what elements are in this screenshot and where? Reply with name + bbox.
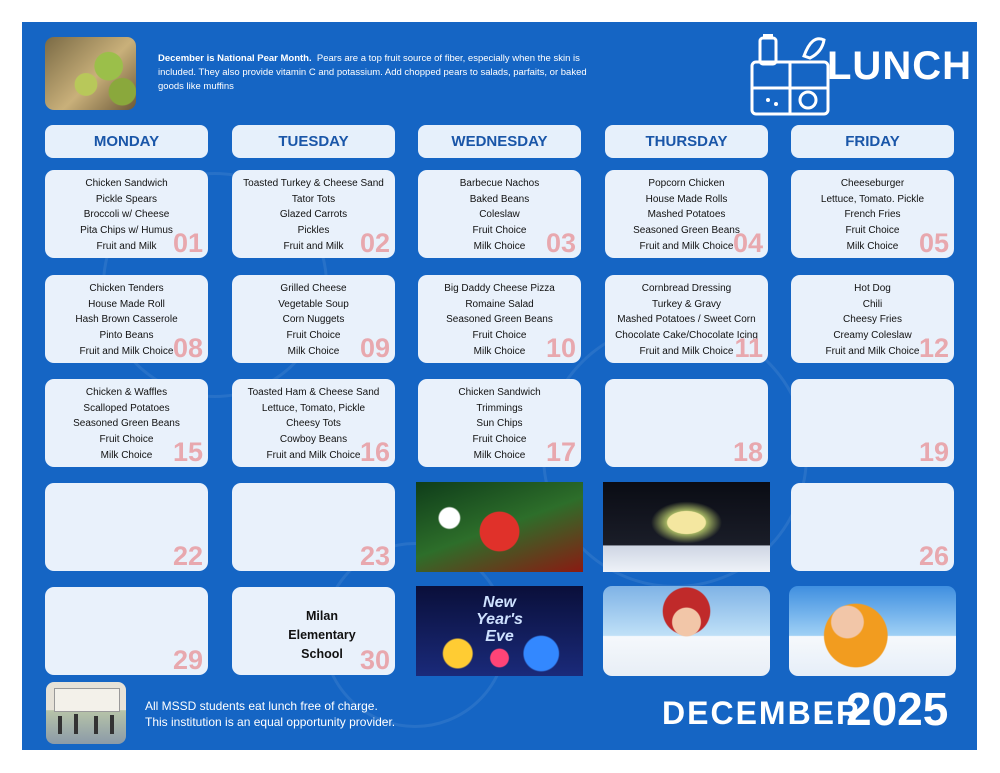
day-cell xyxy=(418,275,581,363)
day-cell xyxy=(791,379,954,467)
menu-item: Fruit and Milk Choice xyxy=(639,240,734,252)
menu-item: Turkey & Gravy xyxy=(651,298,722,310)
menu-item: Chili xyxy=(862,298,883,310)
menu-item: Fruit and Milk Choice xyxy=(266,449,361,461)
date-number: 19 xyxy=(918,437,949,467)
intro-heading: December is National Pear Month. xyxy=(158,53,312,64)
menu-item: Toasted Ham & Cheese Sand xyxy=(247,387,380,398)
menu-item: French Fries xyxy=(844,209,901,221)
school-photo xyxy=(46,682,126,744)
menu-item: Hash Brown Casserole xyxy=(75,314,178,326)
menu-item: Toasted Turkey & Cheese Sand xyxy=(243,178,384,189)
date-number: 10 xyxy=(545,333,576,363)
school-name-line: School xyxy=(301,647,343,661)
menu-item: Romaine Salad xyxy=(465,298,534,310)
date-number: 11 xyxy=(734,333,763,363)
menu-item: Grilled Cheese xyxy=(280,283,347,294)
menu-item: Fruit Choice xyxy=(286,330,341,342)
day-cell xyxy=(605,275,768,363)
footer-line-1: All MSSD students eat lunch free of charge. xyxy=(145,699,378,713)
day-cell xyxy=(791,483,954,571)
date-number: 15 xyxy=(172,437,203,467)
menu-item: Fruit Choice xyxy=(472,225,527,237)
holiday-picture-kid1 xyxy=(603,586,770,676)
date-number: 16 xyxy=(359,437,390,467)
intro-body: Pears are a top fruit source of fiber, especially when the skin is included. They also provide vitamin C and potassium. Add chopped pears to salads, parfaits, or baked goods like muffins xyxy=(158,53,587,92)
day-header-friday: FRIDAY xyxy=(791,125,954,158)
menu-item: Pickle Spears xyxy=(95,193,158,205)
menu-item: Mashed Potatoes xyxy=(647,209,726,221)
menu-item: Lettuce, Tomato, Pickle xyxy=(261,402,366,414)
menu-item: House Made Roll xyxy=(88,298,165,310)
menu-item: Lettuce, Tomato. Pickle xyxy=(820,193,925,205)
day-cell xyxy=(45,275,208,363)
date-number: 30 xyxy=(359,645,390,675)
menu-item: Cowboy Beans xyxy=(279,434,348,446)
day-header-wednesday: WEDNESDAY xyxy=(418,125,581,158)
menu-item: Barbecue Nachos xyxy=(459,178,540,189)
menu-item: Chicken Tenders xyxy=(89,283,164,294)
date-number: 01 xyxy=(172,228,203,258)
menu-item: Fruit and Milk xyxy=(283,240,344,252)
menu-item: Vegetable Soup xyxy=(278,298,349,310)
menu-item: Glazed Carrots xyxy=(279,209,348,221)
holiday-picture-newyear xyxy=(416,586,583,676)
menu-item: Milk Choice xyxy=(100,449,153,461)
menu-item: Chicken Sandwich xyxy=(458,387,541,398)
date-number: 03 xyxy=(545,228,576,258)
school-name-line: Elementary xyxy=(288,628,356,642)
picture-text-line: New xyxy=(483,594,516,611)
date-number: 26 xyxy=(918,541,949,571)
day-cell xyxy=(605,379,768,467)
date-number: 22 xyxy=(172,541,203,571)
menu-item: Cheeseburger xyxy=(840,178,905,189)
menu-item: Chicken Sandwich xyxy=(85,178,168,189)
menu-item: Baked Beans xyxy=(469,193,530,205)
menu-item: Milk Choice xyxy=(473,240,526,252)
menu-item: Pita Chips w/ Humus xyxy=(80,225,173,237)
day-cell xyxy=(418,379,581,467)
date-number: 17 xyxy=(545,437,576,467)
menu-item: Mashed Potatoes / Sweet Corn xyxy=(617,314,756,326)
footer-line-2: This institution is an equal opportunity provider. xyxy=(145,715,396,729)
day-cell xyxy=(232,379,395,467)
new-years-eve-text xyxy=(416,594,583,645)
menu-item: Fruit and Milk Choice xyxy=(639,345,734,357)
menu-item: Creamy Coleslaw xyxy=(833,330,912,342)
menu-item: House Made Rolls xyxy=(645,193,728,205)
menu-item: Corn Nuggets xyxy=(282,314,345,326)
menu-item: Milk Choice xyxy=(473,345,526,357)
picture-text-line: Year's xyxy=(476,611,523,628)
menu-item: Fruit Choice xyxy=(472,330,527,342)
menu-item: Tator Tots xyxy=(291,193,336,205)
date-number: 02 xyxy=(359,228,390,258)
menu-item: Cheesy Tots xyxy=(286,418,341,430)
lunch-tray-icon xyxy=(748,32,832,118)
day-cell xyxy=(232,275,395,363)
menu-item: Sun Chips xyxy=(476,418,523,430)
month-title: DECEMBER xyxy=(662,695,862,731)
menu-item: Hot Dog xyxy=(854,283,891,294)
menu-item: Seasoned Green Beans xyxy=(73,418,180,430)
picture-text-line: Eve xyxy=(485,628,514,645)
menu-item: Pickles xyxy=(297,225,330,237)
date-number: 18 xyxy=(732,437,763,467)
school-name xyxy=(272,607,372,664)
date-number: 29 xyxy=(172,645,203,675)
date-number: 08 xyxy=(172,333,203,363)
date-number: 23 xyxy=(359,541,390,571)
menu-item: Cornbread Dressing xyxy=(641,283,732,294)
menu-item: Coleslaw xyxy=(479,209,520,221)
day-cell xyxy=(791,170,954,258)
menu-item: Fruit and Milk xyxy=(96,240,157,252)
calendar-page xyxy=(22,22,977,750)
holiday-picture-tree xyxy=(603,482,770,572)
lunch-title: LUNCH xyxy=(827,44,972,88)
menu-item: Broccoli w/ Cheese xyxy=(83,209,170,221)
menu-item: Pinto Beans xyxy=(99,330,154,342)
day-header-monday: MONDAY xyxy=(45,125,208,158)
menu-item: Milk Choice xyxy=(846,240,899,252)
day-cell xyxy=(791,275,954,363)
year-title: 2025 xyxy=(846,683,949,735)
menu-item: Chocolate Cake/Chocolate Icing xyxy=(615,330,758,342)
menu-item: Scalloped Potatoes xyxy=(83,402,170,414)
menu-item: Seasoned Green Beans xyxy=(633,225,740,237)
date-number: 04 xyxy=(732,228,763,258)
day-cell xyxy=(232,483,395,571)
menu-item: Fruit and Milk Choice xyxy=(825,345,920,357)
day-cell xyxy=(45,379,208,467)
holiday-picture-kid2 xyxy=(789,586,956,676)
footer-text xyxy=(145,698,395,730)
menu-item: Milk Choice xyxy=(473,449,526,461)
menu-item: Milk Choice xyxy=(287,345,340,357)
menu-item: Fruit and Milk Choice xyxy=(79,345,174,357)
day-cell xyxy=(45,483,208,571)
menu-item: Chicken & Waffles xyxy=(85,387,168,398)
day-cell xyxy=(232,587,395,675)
menu-item: Fruit Choice xyxy=(99,434,154,446)
holiday-picture-ornament xyxy=(416,482,583,572)
day-cell xyxy=(418,170,581,258)
menu-item: Big Daddy Cheese Pizza xyxy=(444,283,555,294)
day-cell xyxy=(232,170,395,258)
pear-photo xyxy=(45,37,136,110)
menu-item: Trimmings xyxy=(476,402,523,414)
day-header-thursday: THURSDAY xyxy=(605,125,768,158)
menu-item: Fruit Choice xyxy=(472,434,527,446)
school-name-line: Milan xyxy=(306,609,338,623)
menu-item: Cheesy Fries xyxy=(843,314,902,326)
day-cell xyxy=(605,170,768,258)
date-number: 05 xyxy=(918,228,949,258)
day-cell xyxy=(45,170,208,258)
day-header-tuesday: TUESDAY xyxy=(232,125,395,158)
menu-item: Seasoned Green Beans xyxy=(446,314,553,326)
date-number: 12 xyxy=(918,333,949,363)
day-cell xyxy=(45,587,208,675)
intro-text xyxy=(158,52,598,94)
menu-item: Popcorn Chicken xyxy=(648,178,725,189)
menu-item: Fruit Choice xyxy=(845,225,900,237)
date-number: 09 xyxy=(359,333,390,363)
